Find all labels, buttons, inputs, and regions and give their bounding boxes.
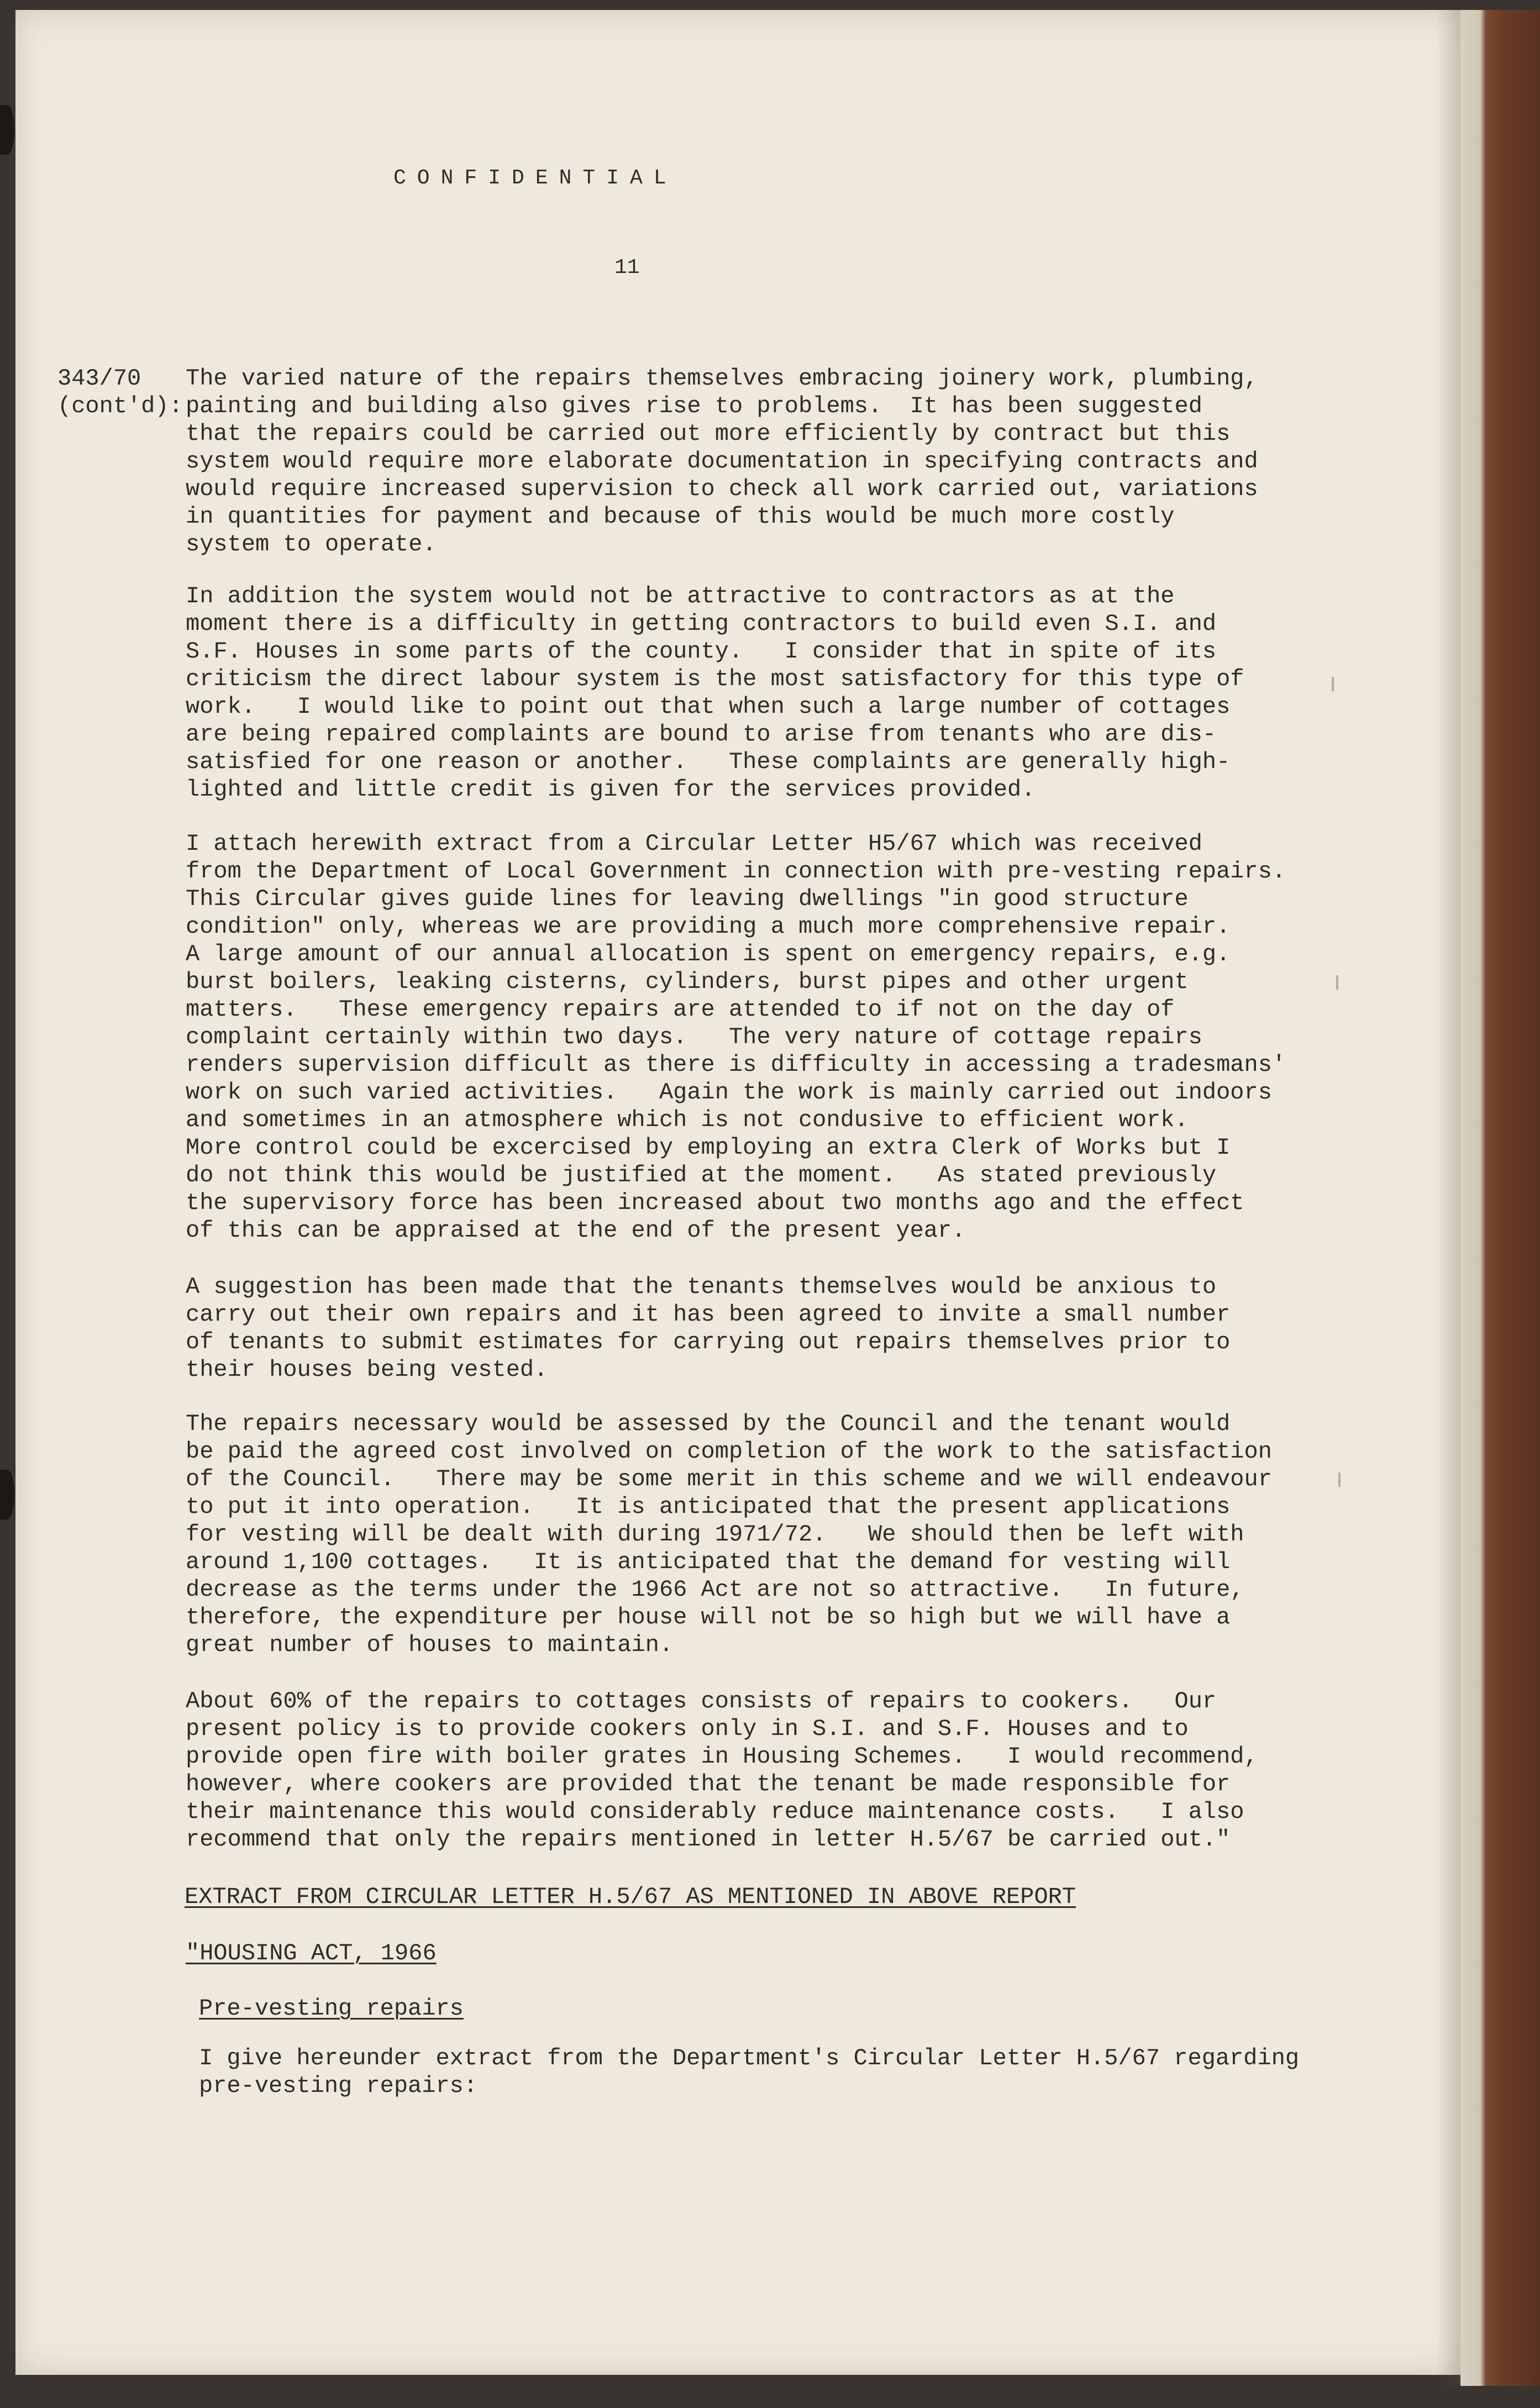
text-line: burst boilers, leaking cisterns, cylinders, burst pipes and other urgent — [186, 969, 1189, 995]
margin-reference-cont: (cont'd): — [57, 393, 183, 419]
page-gutter-shadow — [1437, 10, 1460, 2386]
text-line: around 1,100 cottages. It is anticipated that the demand for vesting will — [186, 1549, 1231, 1575]
text-line: I give hereunder extract from the Department's Circular Letter H.5/67 regarding — [199, 2045, 1300, 2071]
text-line: system would require more elaborate documentation in specifying contracts and — [186, 448, 1258, 475]
paragraph — [186, 830, 1335, 1244]
text-line: the supervisory force has been increased about two months ago and the effect — [186, 1190, 1244, 1216]
text-line: satisfied for one reason or another. These complaints are generally high- — [186, 749, 1231, 775]
confidential-header: CONFIDENTIAL — [393, 166, 677, 190]
punch-hole — [0, 105, 14, 155]
text-line: however, where cookers are provided that the tenant be made responsible for — [186, 1771, 1231, 1797]
paragraph — [186, 1273, 1335, 1384]
text-line: from the Department of Local Government in connection with pre-vesting repairs. — [186, 858, 1286, 885]
text-line: and sometimes in an atmosphere which is not condusive to efficient work. — [186, 1107, 1189, 1133]
text-line: pre-vesting repairs: — [199, 2073, 478, 2099]
text-line: their maintenance this would considerably reduce maintenance costs. I also — [186, 1799, 1244, 1825]
text-line: for vesting will be dealt with during 1971/72. We should then be left with — [186, 1521, 1244, 1548]
book-binding — [1460, 10, 1540, 2386]
text-line: decrease as the terms under the 1966 Act are not so attractive. In future, — [186, 1576, 1244, 1603]
text-line: carry out their own repairs and it has been agreed to invite a small number — [186, 1301, 1231, 1328]
text-line: provide open fire with boiler grates in Housing Schemes. I would recommend, — [186, 1743, 1258, 1770]
text-line: criticism the direct labour system is the most satisfactory for this type of — [186, 666, 1244, 692]
text-line: A large amount of our annual allocation is spent on emergency repairs, e.g. — [186, 941, 1231, 968]
text-line: work. I would like to point out that when such a large number of cottages — [186, 693, 1231, 720]
margin-mark — [1338, 1473, 1341, 1487]
paragraph — [186, 582, 1335, 803]
margin-reference-number: 343/70 — [57, 365, 141, 392]
text-line: great number of houses to maintain. — [186, 1632, 674, 1658]
text-line: present policy is to provide cookers only in S.I. and S.F. Houses and to — [186, 1716, 1189, 1742]
text-line: complaint certainly within two days. The very nature of cottage repairs — [186, 1024, 1202, 1050]
punch-hole — [0, 1470, 14, 1520]
paragraph — [186, 1687, 1335, 1853]
text-line: that the repairs could be carried out more efficiently by contract but this — [186, 420, 1231, 447]
text-line: moment there is a difficulty in getting contractors to build even S.I. and — [186, 611, 1217, 637]
paragraph — [186, 1410, 1335, 1659]
text-line: of this can be appraised at the end of the present year. — [186, 1217, 966, 1244]
text-line: A suggestion has been made that the tenants themselves would be anxious to — [186, 1274, 1217, 1300]
paragraph — [186, 365, 1335, 558]
text-line: do not think this would be justified at the moment. As stated previously — [186, 1162, 1217, 1189]
page-number: 11 — [614, 256, 640, 280]
text-line: be paid the agreed cost involved on completion of the work to the satisfaction — [186, 1438, 1272, 1465]
text-line: therefore, the expenditure per house will not be so high but we will have a — [186, 1604, 1231, 1631]
text-line: condition" only, whereas we are providing a much more comprehensive repair. — [186, 913, 1231, 940]
margin-reference — [57, 365, 190, 420]
text-line: This Circular gives guide lines for leaving dwellings "in good structure — [186, 886, 1189, 912]
text-line: work on such varied activities. Again the work is mainly carried out indoors — [186, 1079, 1272, 1106]
text-line: More control could be excercised by employing an extra Clerk of Works but I — [186, 1134, 1231, 1161]
text-line: renders supervision difficult as there is difficulty in accessing a tradesmans' — [186, 1051, 1286, 1078]
text-line: I attach herewith extract from a Circular Letter H5/67 which was received — [186, 830, 1202, 857]
final-paragraph — [199, 2044, 1348, 2100]
text-line: would require increased supervision to check all work carried out, variations — [186, 476, 1258, 502]
text-line: painting and building also gives rise to problems. It has been suggested — [186, 393, 1202, 419]
text-line: of the Council. There may be some merit in this scheme and we will endeavour — [186, 1466, 1272, 1492]
text-line: their houses being vested. — [186, 1357, 548, 1383]
text-line: S.F. Houses in some parts of the county. I consider that in spite of its — [186, 638, 1217, 665]
text-line: of tenants to submit estimates for carrying out repairs themselves prior to — [186, 1329, 1231, 1355]
text-line: to put it into operation. It is anticipated that the present applications — [186, 1494, 1231, 1520]
text-line: recommend that only the repairs mentioned in letter H.5/67 be carried out." — [186, 1826, 1231, 1853]
text-line: lighted and little credit is given for the services provided. — [186, 776, 1036, 803]
text-line: system to operate. — [186, 531, 437, 558]
text-line: in quantities for payment and because of this would be much more costly — [186, 503, 1175, 530]
text-line: The repairs necessary would be assessed by the Council and the tenant would — [186, 1411, 1231, 1437]
extract-heading: EXTRACT FROM CIRCULAR LETTER H.5/67 AS MENTIONED IN ABOVE REPORT — [185, 1884, 1076, 1910]
act-heading: "HOUSING ACT, 1966 — [186, 1940, 437, 1967]
margin-mark — [1336, 975, 1338, 990]
text-line: matters. These emergency repairs are attended to if not on the day of — [186, 996, 1175, 1023]
text-line: are being repaired complaints are bound to arise from tenants who are dis- — [186, 721, 1217, 748]
text-line: In addition the system would not be attractive to contractors as at the — [186, 583, 1175, 609]
text-line: The varied nature of the repairs themselves embracing joinery work, plumbing, — [186, 365, 1258, 392]
section-subheading: Pre-vesting repairs — [199, 1995, 464, 2022]
text-line: About 60% of the repairs to cottages consists of repairs to cookers. Our — [186, 1688, 1217, 1715]
